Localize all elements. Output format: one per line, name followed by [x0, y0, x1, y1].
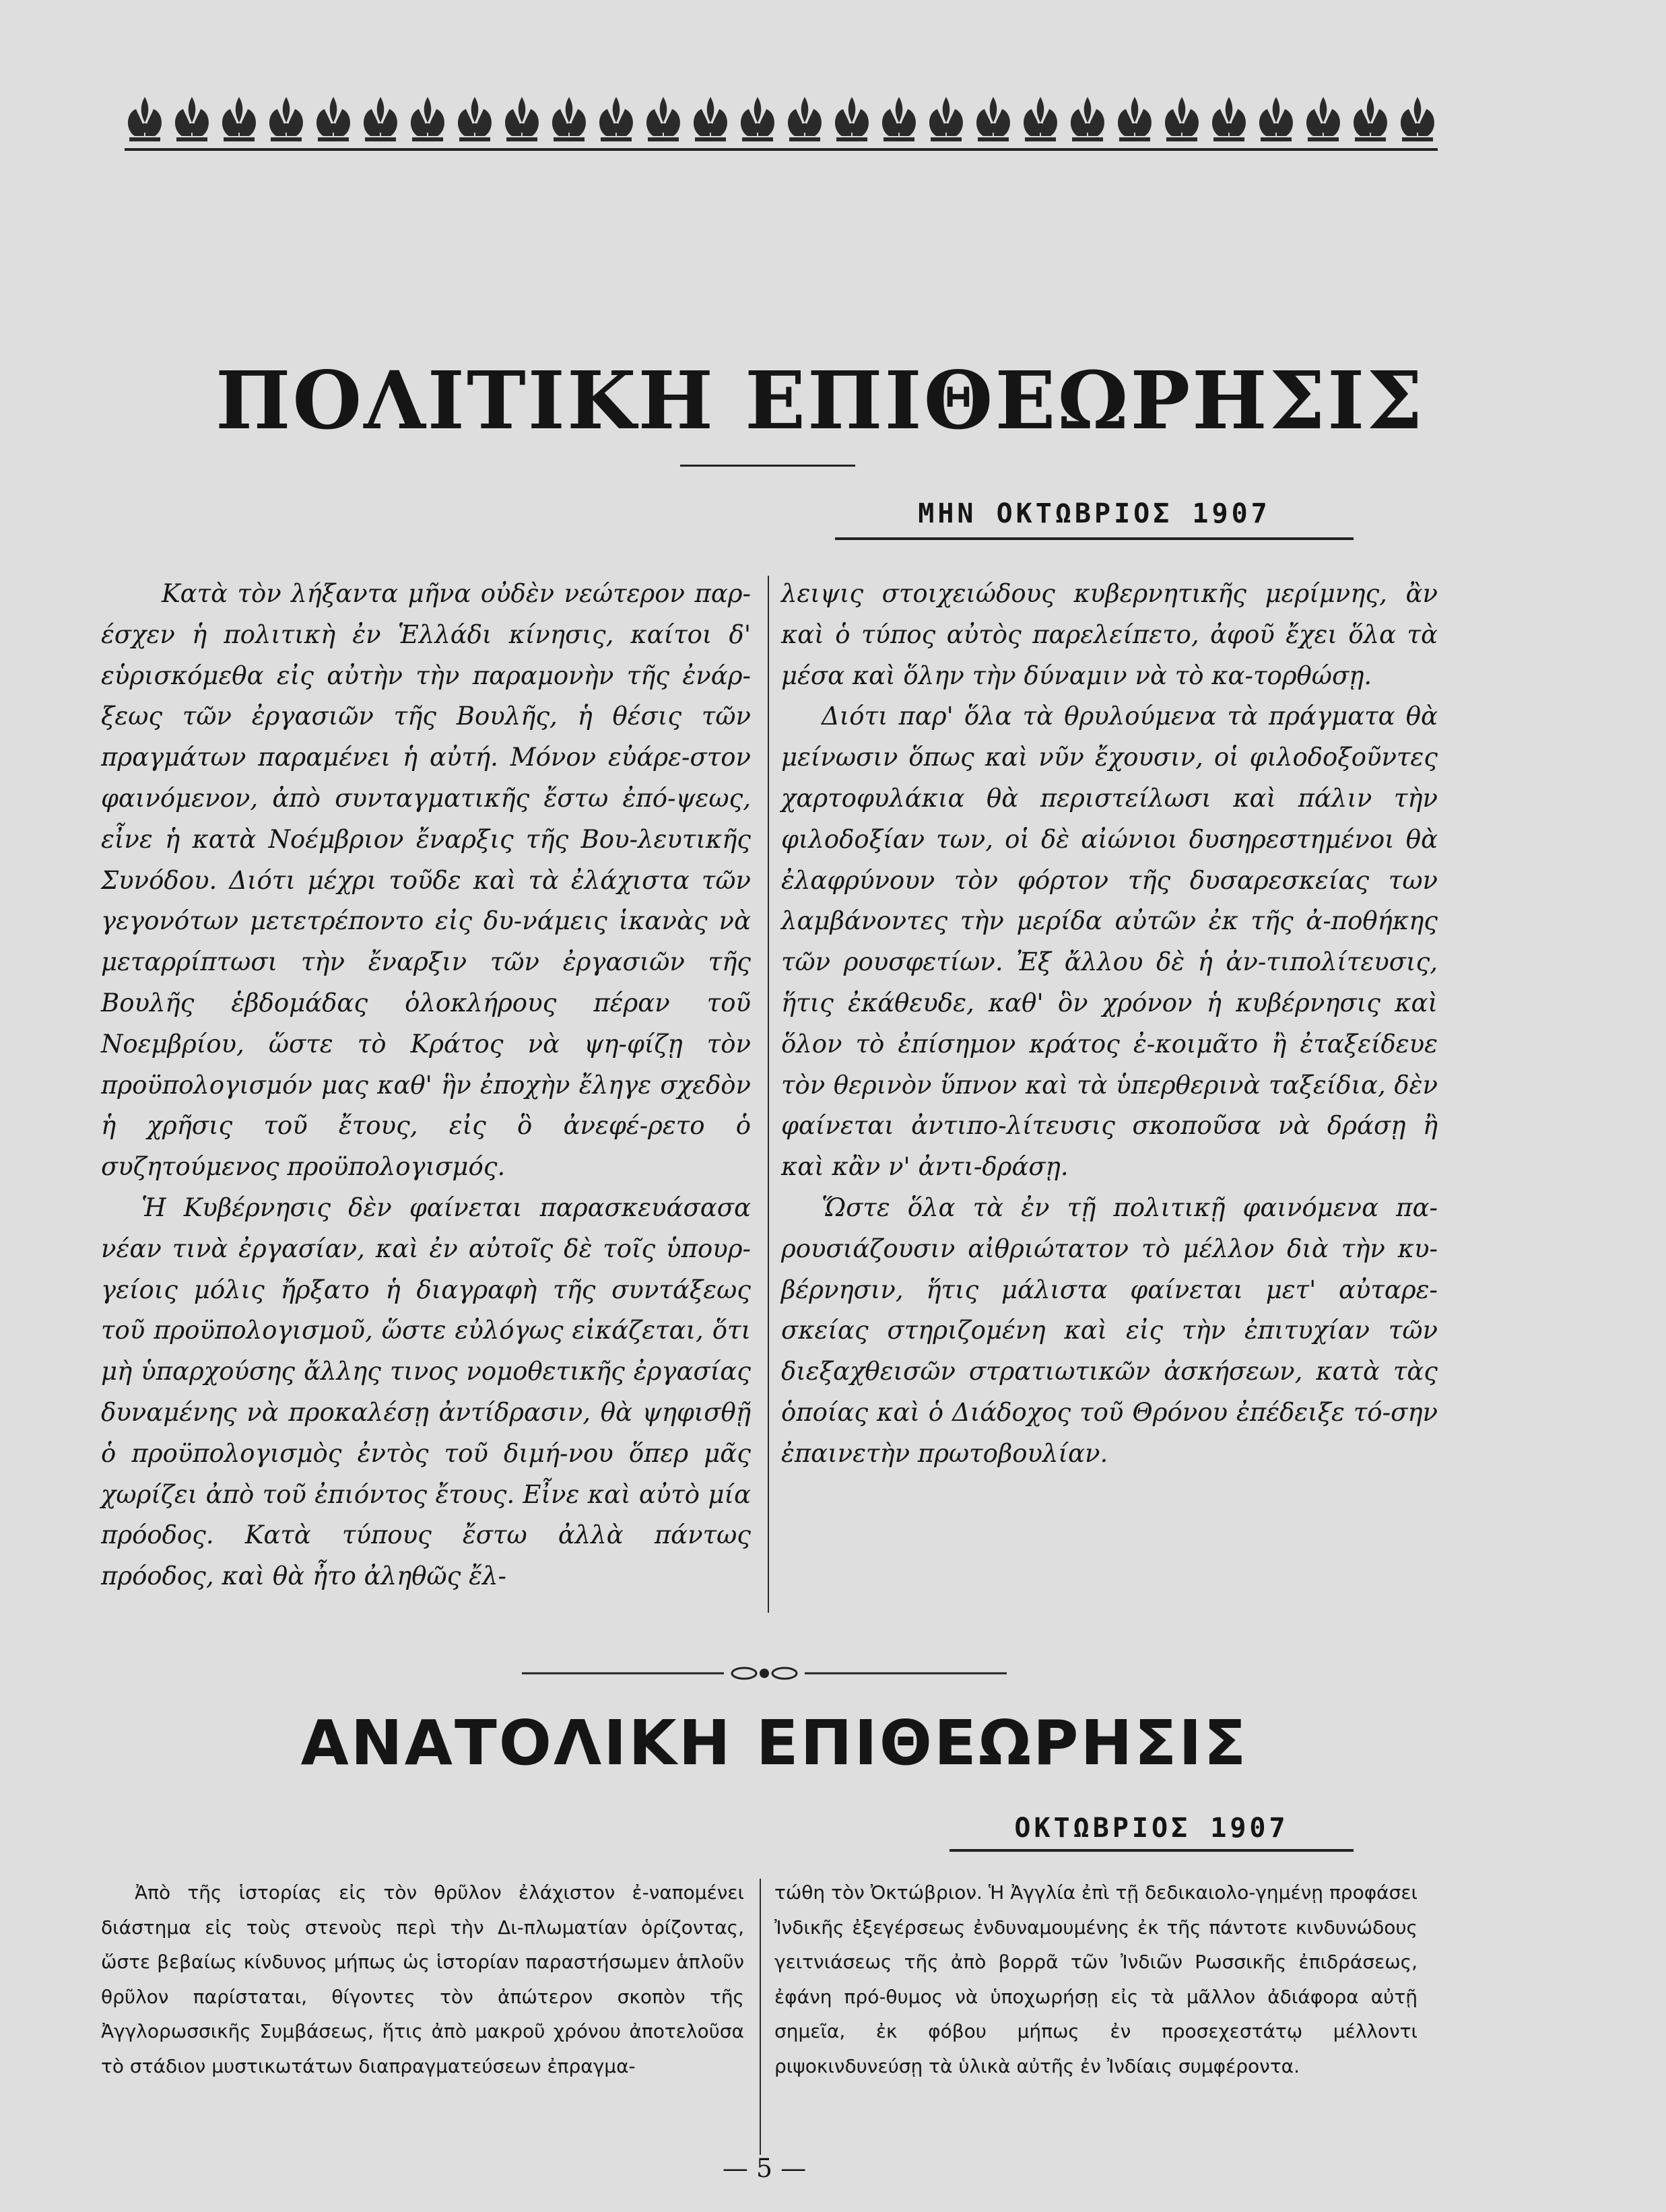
paragraph: λειψις στοιχειώδους κυβερνητικῆς μερίμνης, ἂν καὶ ὁ τύπος αὐτὸς παρελείπετο, ἀφοῦ ἔχει ὅλα τὰ μέσα καὶ ὅλην τὴν δύναμιν νὰ τὸ κα-τορθώσῃ.	[781, 579, 1438, 690]
political-column-right	[781, 574, 1438, 1475]
paragraph: Ὥστε ὅλα τὰ ἐν τῇ πολιτικῇ φαινόμενα πα-ρουσιάζουσιν αἰθριώτατον τὸ μέλλον διὰ τὴν κυ-βέρνησιν, ἥτις μάλιστα φαίνεται μετ' αὐταρε-σκείας στηριζομένη καὶ εἰς τὴν ἐπιτυχίαν τῶν διεξαχθεισῶν στρατιωτικῶν ἀσκήσεων, κατὰ τὰς ὁποίας καὶ ὁ Διάδοχος τοῦ Θρόνου ἐπέδειξε τό-σην ἐπαινετὴν πρωτοβουλίαν.	[781, 1193, 1438, 1468]
section-title-political-review: ΠΟΛΙΤΙΚΗ ΕΠΙΘΕΩΡΗΣΙΣ	[215, 354, 1425, 447]
page-number: — 5 —	[722, 2153, 807, 2183]
dateline-rule	[835, 537, 1354, 540]
column-divider	[768, 576, 769, 1613]
paragraph: Διότι παρ' ὅλα τὰ θρυλούμενα τὰ πράγματα θὰ μείνωσιν ὅπως καὶ νῦν ἔχουσιν, οἱ φιλοδοξοῦντες χαρτοφυλάκια θὰ περιστείλωσι καὶ πάλιν τὴν φιλοδοξίαν των, οἱ δὲ αἰώνιοι δυσηρεστημένοι θὰ ἐλαφρύνουν τὸν φόρτον τῆς δυσαρεσκείας των λαμβάνοντες τὴν μερίδα αὐτῶν ἐκ τῆς ἀ-ποθήκης τῶν ρουσφετίων. Ἐξ ἄλλου δὲ ἡ ἀν-τιπολίτευσις, ἥτις ἐκάθευδε, καθ' ὃν χρόνον ἡ κυβέρνησις καὶ ὅλον τὸ ἐπίσημον κράτος ἐ-κοιμᾶτο ἢ ἐταξείδευε τὸν θερινὸν ὕπνον καὶ τὰ ὑπερθερινὰ ταξείδια, δὲν φαίνεται ἀντιπο-λίτευσις σκοποῦσα νὰ δράσῃ ἢ καὶ κἂν ν' ἀντι-δράσῃ.	[781, 702, 1438, 1182]
political-column-left	[101, 574, 751, 1597]
paragraph: Ἡ Κυβέρνησις δὲν φαίνεται παρασκευάσασα νέαν τινὰ ἐργασίαν, καὶ ἐν αὐτοῖς δὲ τοῖς ὑπουρ-γείοις μόλις ἤρξατο ἡ διαγραφὴ τῆς συντάξεως τοῦ προϋπολογισμοῦ, ὥστε εὐλόγως εἰκάζεται, ὅτι μὴ ὑπαρχούσης ἄλλης τινος νομοθετικῆς ἐργασίας δυναμένης νὰ προκαλέσῃ ἀντίδρασιν, θὰ ψηφισθῇ ὁ προϋπολογισμὸς ἐντὸς τοῦ διμή-νου ὅπερ μᾶς χωρίζει ἀπὸ τοῦ ἐπιόντος ἔτους. Εἶνε καὶ αὐτὸ μία πρόοδος. Κατὰ τύπους ἔστω ἀλλὰ πάντως πρόοδος, καὶ θὰ ἦτο ἀληθῶς ἔλ-	[101, 1193, 751, 1591]
dateline-eastern: ΟΚΤΩΒΡΙΟΣ 1907	[1014, 1813, 1289, 1844]
paragraph: τώθη τὸν Ὀκτώβριον. Ἡ Ἀγγλία ἐπὶ τῇ δεδικαιολο-γημένῃ προφάσει Ἰνδικῆς ἐξεγέρσεως ἐνδυναμουμένης ἐκ τῆς πάντοτε κινδυνώδους γειτνιάσεως τῆς ἀπὸ βορρᾶ τῶν Ἰνδιῶν Ρωσσικῆς ἐπιδράσεως, ἐφάνη πρό-θυμος νὰ ὑποχωρήσῃ εἰς τὰ μᾶλλον ἀδιάφορα αὐτῇ σημεῖα, ἐκ φόβου μήπως ἐν προσεχεστάτῳ μέλλοντι ριψοκινδυνεύσῃ τὰ ὑλικὰ αὐτῆς ἐν Ἰνδίαις συμφέροντα.	[774, 1881, 1418, 2077]
paragraph: Κατὰ τὸν λήξαντα μῆνα οὐδὲν νεώτερον παρ-έσχεν ἡ πολιτικὴ ἐν Ἑλλάδι κίνησις, καίτοι δ' εὑρισκόμεθα εἰς αὐτὴν τὴν παραμονὴν τῆς ἐνάρ-ξεως τῶν ἐργασιῶν τῆς Βουλῆς, ἡ θέσις τῶν πραγμάτων παραμένει ἡ αὐτή. Μόνον εὐάρε-στον φαινόμενον, ἀπὸ συνταγματικῆς ἔστω ἐπό-ψεως, εἶνε ἡ κατὰ Νοέμβριον ἔναρξις τῆς Βου-λευτικῆς Συνόδου. Διότι μέχρι τοῦδε καὶ τὰ ἐλάχιστα τῶν γεγονότων μετετρέποντο εἰς δυ-νάμεις ἱκανὰς νὰ μεταρρίπτωσι τὴν ἔναρξιν τῶν ἐργασιῶν τῆς Βουλῆς ἑβδομάδας ὁλοκλήρους πέραν τοῦ Νοεμβρίου, ὥστε τὸ Κράτος νὰ ψη-φίζῃ τὸν προϋπολογισμόν μας καθ' ἣν ἐποχὴν ἔληγε σχεδὸν ἡ χρῆσις τοῦ ἔτους, εἰς ὃ ἀνεφέ-ρετο ὁ συζητούμενος προϋπολογισμός.	[101, 579, 751, 1182]
dateline-rule	[949, 1849, 1354, 1852]
column-divider	[760, 1879, 761, 2155]
section-title-eastern-review: ΑΝΑΤΟΛΙΚΗ ΕΠΙΘΕΩΡΗΣΙΣ	[300, 1707, 1248, 1779]
ornamental-header-band	[121, 89, 1441, 149]
fleuron-divider	[522, 1663, 1007, 1683]
paragraph: Ἀπὸ τῆς ἱστορίας εἰς τὸν θρῦλον ἐλάχιστον ἐ-ναπομένει διάστημα εἰς τοὺς στενοὺς περὶ τὴν Δι-πλωματίαν ὁρίζοντας, ὥστε βεβαίως κίνδυνος μήπως ὡς ἱστορίαν παραστήσωμεν ἁπλοῦν θρῦλον παρίσταται, θίγοντες τὸν ἀπώτερον σκοπὸν τῆς Ἀγγλορωσσικῆς Συμβάσεως, ἥτις ἀπὸ μακροῦ χρόνου ἀποτελοῦσα τὸ στάδιον μυστικωτάτων διαπραγματεύσεων ἐπραγμα-	[101, 1881, 744, 2077]
title-divider	[680, 465, 855, 467]
eastern-column-right	[774, 1875, 1418, 2083]
eastern-column-left	[101, 1875, 744, 2083]
dateline-political: ΜΗΝ ΟΚΤΩΒΡΙΟΣ 1907	[918, 498, 1271, 529]
header-rule	[125, 148, 1438, 151]
